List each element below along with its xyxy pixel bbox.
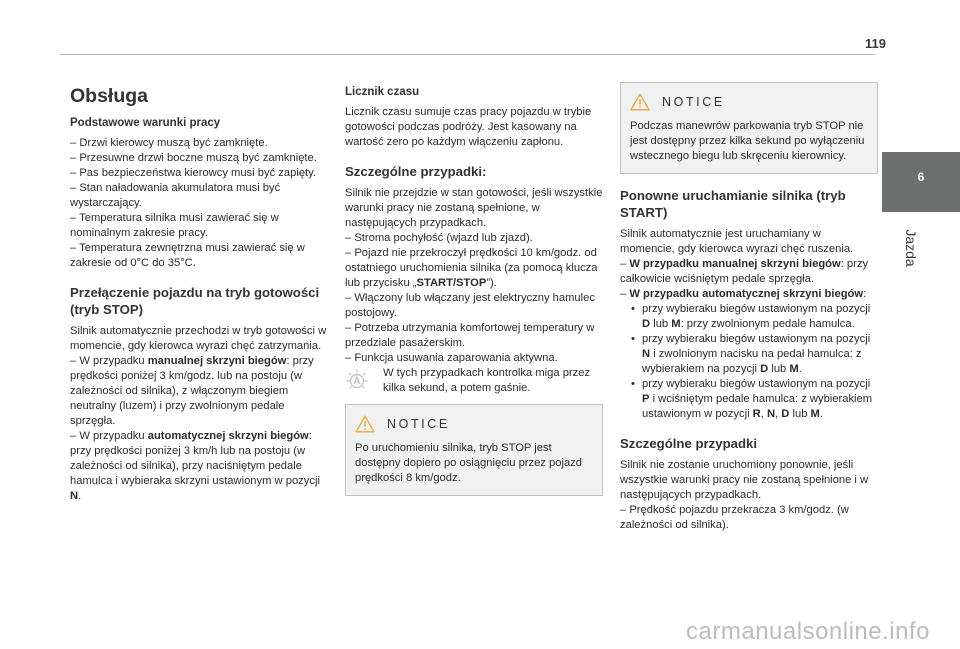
subheading: Licznik czasu [345, 86, 420, 98]
list-item: – Prędkość pojazdu przekracza 3 km/godz. (w zależności od silnika). [620, 504, 849, 531]
section-heading: Szczególne przypadki [620, 436, 758, 451]
paragraph: Silnik nie przejdzie w stan gotowości, jeśli wszystkie warunki pracy nie zostaną spełnione, w następujących przypadkach. [345, 187, 603, 229]
warning-triangle-icon [630, 93, 650, 111]
chapter-tab[interactable] [882, 152, 960, 212]
column-1 [70, 82, 330, 504]
notice-title: NOTICE [662, 94, 725, 109]
paragraph: Silnik nie zostanie uruchomiony ponownie, jeśli wszystkie warunki pracy nie zostaną spełnione i w następujących przypadkach. [620, 459, 869, 501]
list-item: – Funkcja usuwania zaparowania aktywna. [345, 352, 558, 364]
header-rule [60, 54, 875, 55]
section-heading: Przełączenie pojazdu na tryb gotowości (tryb STOP) [70, 285, 320, 317]
page-number: 119 [865, 36, 886, 51]
section-heading: Szczególne przypadki: [345, 164, 487, 179]
list-item: – Pas bezpieczeństwa kierowcy musi być zapięty. [70, 167, 317, 179]
paragraph: Silnik automatycznie przechodzi w tryb gotowości w momencie, gdy kierowca wyrazi chęć zatrzymania. [70, 325, 327, 352]
section-heading: Ponowne uruchamianie silnika (tryb START) [620, 188, 846, 220]
list-item: – Temperatura silnika musi zawierać się w nominalnym zakresie pracy. [70, 212, 279, 239]
list-item: – Temperatura zewnętrzna musi zawierać się w zakresie od 0°C do 35°C. [70, 242, 305, 269]
column-3 [620, 82, 878, 533]
list-item: – W przypadku automatycznej skrzyni biegów: [620, 288, 867, 300]
list-item: – Przesuwne drzwi boczne muszą być zamknięte. [70, 152, 317, 164]
list-item: – W przypadku automatycznej skrzyni biegów: przy prędkości poniżej 3 km/h lub na postoju (w zależności od silnika), przy naciśniętym pedale hamulca i wybieraka skrzyni ustawionym w pozycji N. [70, 430, 320, 502]
paragraph: Licznik czasu sumuje czas pracy pojazdu w trybie gotowości podczas podróży. Jest kasowany na wartość zero po każdym włączeniu zapłonu. [345, 106, 592, 148]
notice-text: Podczas manewrów parkowania tryb STOP nie jest dostępny przez kilka sekund po wyłączeniu wstecznego biegu lub skręceniu kierownicy. [630, 120, 865, 162]
auto-stop-indicator-icon [345, 368, 369, 392]
notice-title: NOTICE [387, 416, 450, 431]
bullet-item: • przy wybieraku biegów ustawionym na pozycji D lub M: przy zwolnionym pedale hamulca. [620, 302, 878, 332]
section-title: Obsługa [70, 85, 149, 107]
list-item: – Włączony lub włączany jest elektryczny hamulec postojowy. [345, 292, 595, 319]
chapter-number: 6 [917, 170, 925, 184]
list-item: – W przypadku manualnej skrzyni biegów: przy prędkości poniżej 3 km/godz. lub na postoju (w zależności od silnika), z włączonym biegiem neutralny (luzem) i przy zwolnionym pedale sprzęgła. [70, 355, 314, 427]
list-item: – W przypadku manualnej skrzyni biegów: przy całkowicie wciśniętym pedale sprzęgła. [620, 258, 869, 285]
paragraph: Silnik automatycznie jest uruchamiany w momencie, gdy kierowca wyrazi chęć ruszenia. [620, 228, 854, 255]
notice-box [620, 82, 878, 174]
list-item: – Stan naładowania akumulatora musi być wystarczający. [70, 182, 281, 209]
column-2 [345, 85, 603, 496]
notice-box [345, 404, 603, 496]
watermark: carmanualsonline.info [686, 618, 930, 645]
bullet-item: • przy wybieraku biegów ustawionym na pozycji N i zwolnionym nacisku na pedał hamulca: z wybierakiem na pozycji D lub M. [620, 332, 878, 377]
list-item: – Potrzeba utrzymania komfortowej temperatury w przedziale pasażerskim. [345, 322, 595, 349]
subheading: Podstawowe warunki pracy [70, 117, 221, 129]
indicator-note: W tych przypadkach kontrolka miga przez kilka sekund, a potem gaśnie. [345, 366, 603, 396]
warning-triangle-icon [355, 415, 375, 433]
bullet-item: • przy wybieraku biegów ustawionym na pozycji P i wciśniętym pedale hamulca: z wybierakiem ustawionym w pozycji R, N, D lub M. [620, 377, 878, 422]
chapter-label: Jazda [903, 229, 919, 267]
notice-text: Po uruchomieniu silnika, tryb STOP jest dostępny dopiero po osiągnięciu przez pojazd prędkości 8 km/godz. [355, 442, 583, 484]
list-item: – Drzwi kierowcy muszą być zamknięte. [70, 137, 268, 149]
list-item: – Pojazd nie przekroczył prędkości 10 km/godz. od ostatniego uruchomienia silnika (za pomocą klucza lub przycisku „START/STOP”). [345, 247, 598, 289]
list-item: – Stroma pochyłość (wjazd lub zjazd). [345, 232, 533, 244]
